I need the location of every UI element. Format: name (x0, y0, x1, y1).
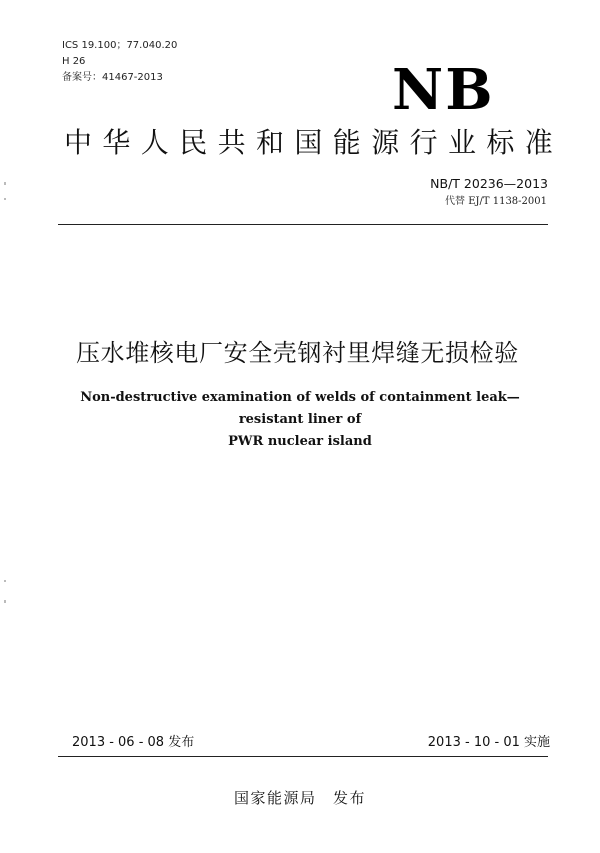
scan-speck (4, 198, 6, 200)
scan-speck (4, 580, 6, 582)
english-title-line-1: Non-destructive examination of welds of containment leak—resistant liner of (80, 390, 520, 427)
standard-category-title: 中华人民共和国能源行业标准 (64, 126, 564, 159)
publisher: 国家能源局 发布 (233, 789, 366, 807)
standard-number: NB/T 20236—2013 (430, 176, 548, 191)
bottom-divider (58, 756, 548, 757)
issue-date: 2013 - 06 - 08 发布 (72, 735, 195, 750)
scan-speck (4, 182, 6, 185)
english-title-line-2: PWR nuclear island (228, 434, 372, 449)
ics-code: ICS 19.100；77.040.20 (62, 40, 178, 51)
effective-date: 2013 - 10 - 01 实施 (427, 735, 550, 750)
document-title-chinese: 压水堆核电厂安全壳钢衬里焊缝无损检验 (76, 339, 519, 367)
ccs-code: H 26 (62, 56, 86, 67)
scan-speck (4, 600, 6, 603)
top-divider (58, 224, 548, 225)
document-title-english (60, 387, 540, 453)
nb-logo: NB (392, 57, 495, 123)
replaces-standard: 代替 EJ/T 1138-2001 (445, 196, 547, 207)
filing-number: 备案号：41467-2013 (62, 72, 163, 83)
